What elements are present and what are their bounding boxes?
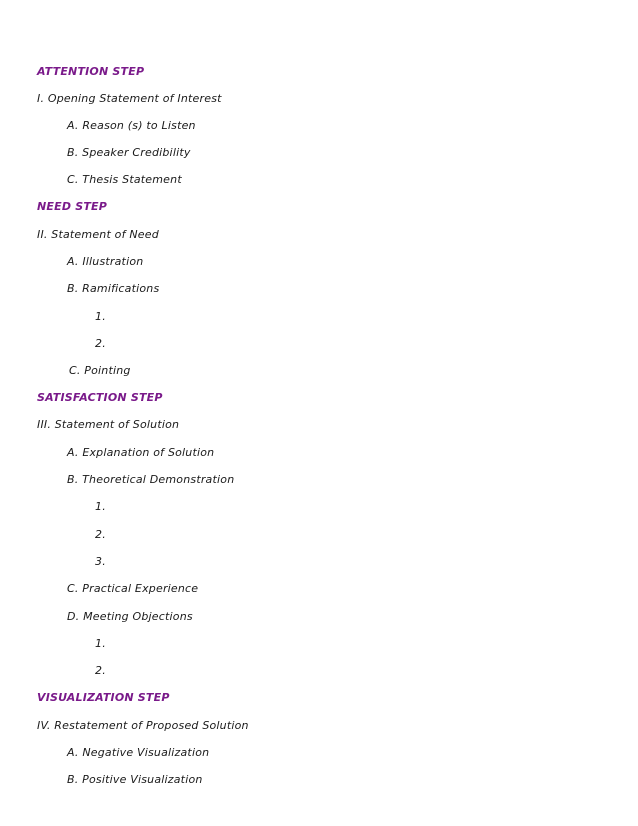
outline-item-b: B. Positive Visualization [67,773,203,786]
outline-item-number: 2. [95,337,106,350]
outline-item-b: B. Ramifications [67,282,160,295]
outline-item-number: 2. [95,528,106,541]
outline-item-c: C. Practical Experience [67,582,199,595]
outline-item-number: 1. [95,637,106,650]
outline-item-number: 3. [95,555,106,568]
outline-item-number: 2. [95,664,106,677]
outline-item-b: B. Theoretical Demonstration [67,473,235,486]
outline-item-a: A. Illustration [67,255,144,268]
outline-item-roman-i: I. Opening Statement of Interest [37,92,222,105]
outline-item-a: A. Explanation of Solution [67,446,215,459]
outline-item-d: D. Meeting Objections [67,610,193,623]
outline-item-c: C. Pointing [69,364,131,377]
section-heading-attention: ATTENTION STEP [37,65,145,78]
outline-item-a: A. Negative Visualization [67,746,210,759]
outline-item-a: A. Reason (s) to Listen [67,119,196,132]
outline-item-roman-iv: IV. Restatement of Proposed Solution [37,719,249,732]
outline-item-b: B. Speaker Credibility [67,146,191,159]
outline-item-number: 1. [95,500,106,513]
outline-item-number: 1. [95,310,106,323]
outline-item-c: C. Thesis Statement [67,173,182,186]
section-heading-visualization: VISUALIZATION STEP [37,691,170,704]
outline-item-roman-iii: III. Statement of Solution [37,418,180,431]
section-heading-satisfaction: SATISFACTION STEP [37,391,163,404]
outline-item-roman-ii: II. Statement of Need [37,228,159,241]
section-heading-need: NEED STEP [37,200,107,213]
